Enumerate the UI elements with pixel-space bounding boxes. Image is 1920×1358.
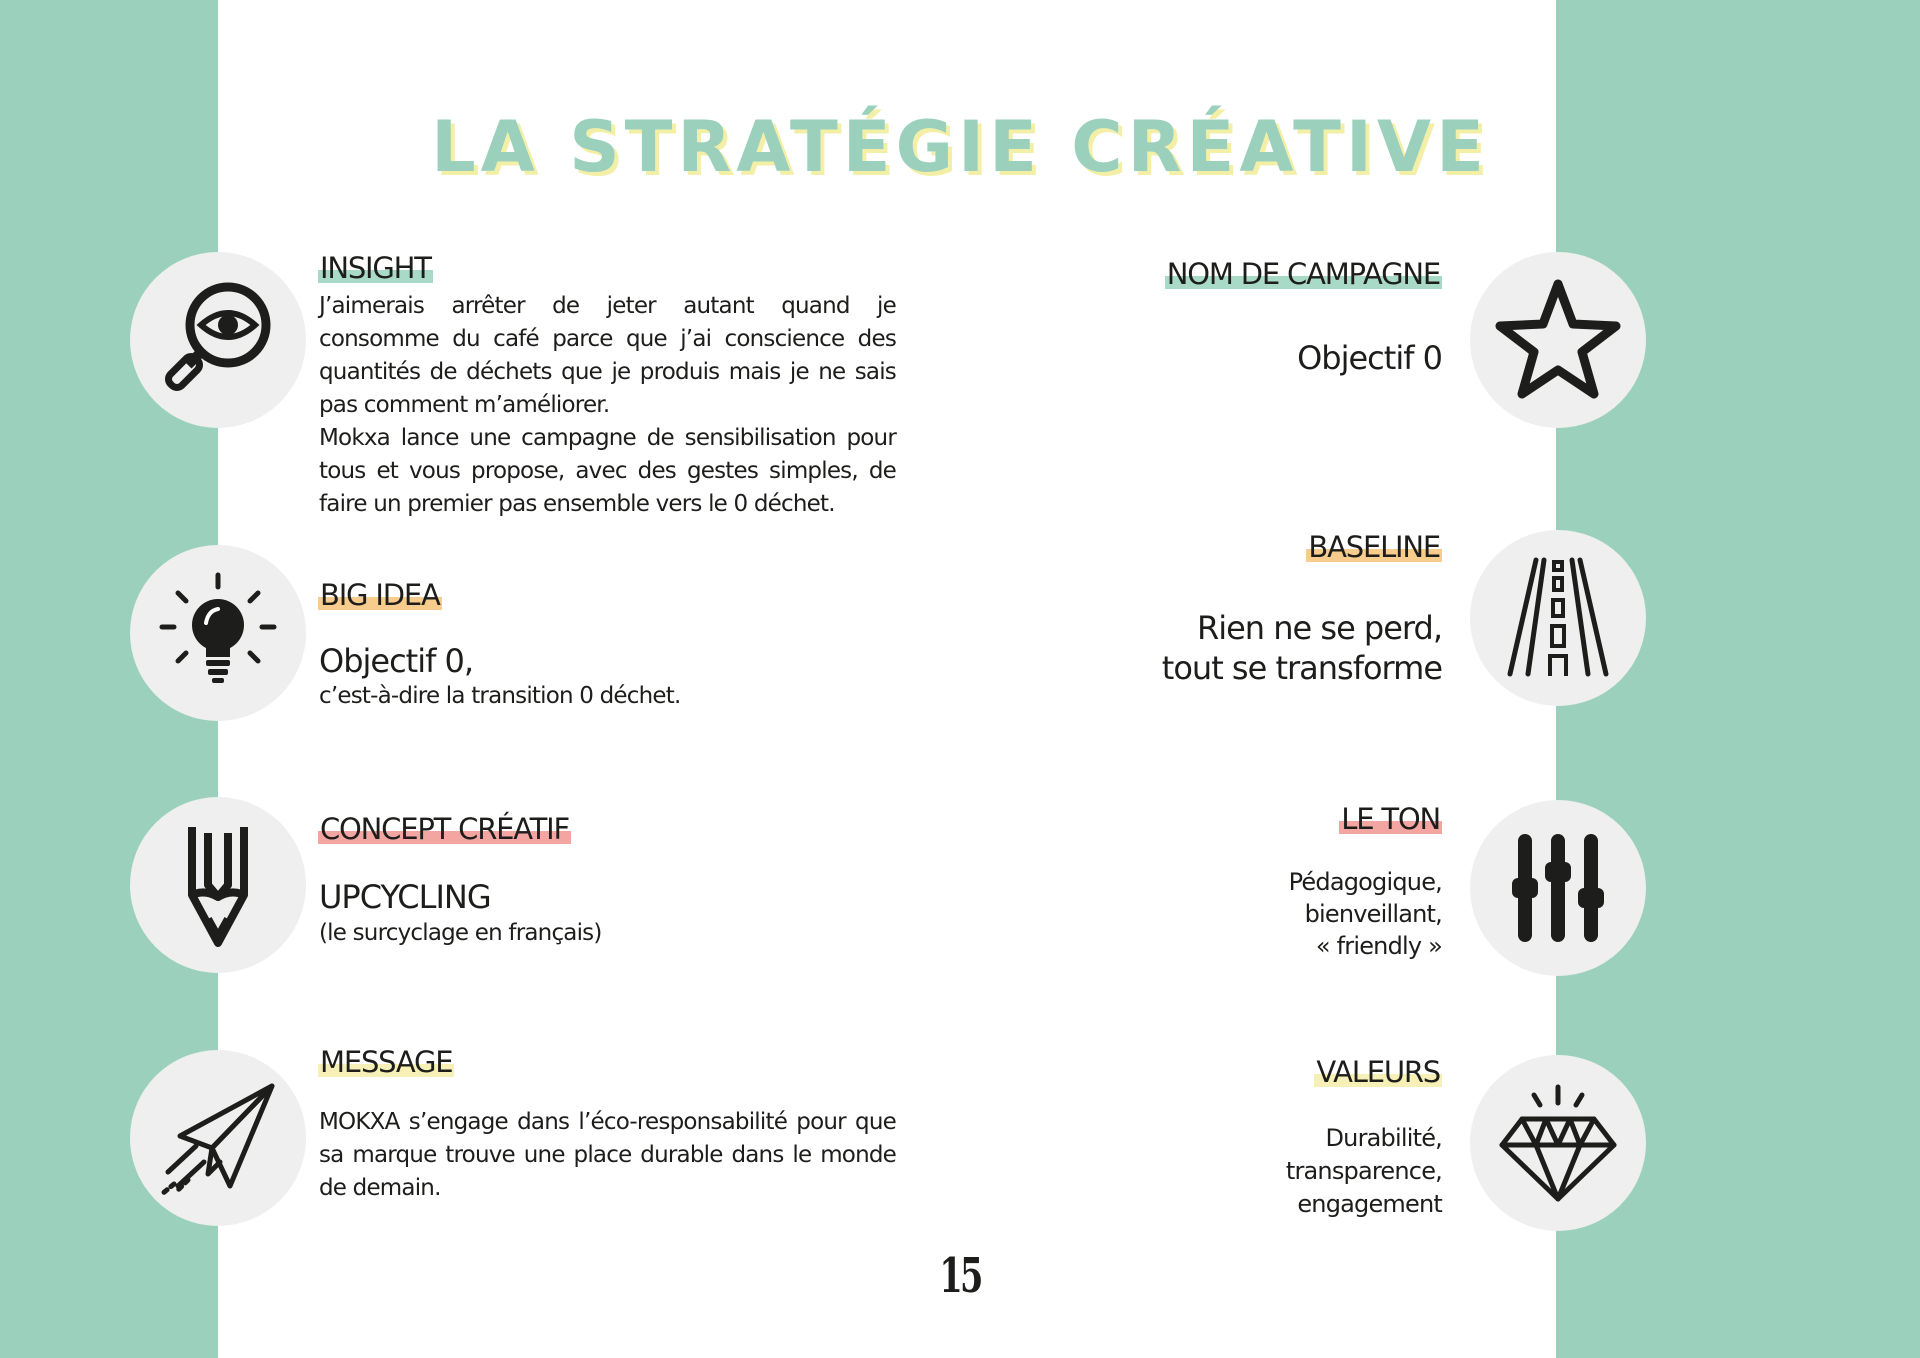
ton-line-2: bienveillant, [1304,900,1442,928]
insight-paragraph-2: Mokxa lance une campagne de sensibilisation pour tous et vous propose, avec des gestes simples, de faire un premier pas ensemble vers le 0 déchet. [319,425,896,517]
baseline-title: BASELINE [1308,530,1440,564]
concept-title: CONCEPT CRÉATIF [320,812,570,846]
insight-paragraph-1: J’aimerais arrêter de jeter autant quand je consomme du café parce que j’ai conscience des quantités de déchets que je produis mais je ne sais pas comment m’améliorer. [319,293,896,418]
message-icon-circle [130,1050,306,1226]
insight-text [319,290,896,521]
ton-line-1: Pédagogique, [1288,868,1442,896]
lightbulb-icon [148,563,288,703]
valeurs-line-1: Durabilité, [1325,1124,1442,1152]
baseline-icon-circle [1470,530,1646,706]
campagne-title: NOM DE CAMPAGNE [1166,257,1440,291]
magnifier-eye-icon [148,270,288,410]
valeurs-icon-circle [1470,1055,1646,1231]
paper-plane-icon [148,1068,288,1208]
valeurs-title: VALEURS [1316,1055,1440,1089]
message-title: MESSAGE [320,1045,453,1079]
star-icon [1488,270,1628,410]
road-icon [1488,548,1628,688]
ton-line-3: « friendly » [1315,932,1442,960]
concept-icon-circle [130,797,306,973]
pencil-icon [148,815,288,955]
insight-title: INSIGHT [320,251,431,285]
baseline-line-2: tout se transforme [1161,649,1442,687]
campagne-text: Objectif 0 [1297,339,1442,377]
message-text: MOKXA s’engage dans l’éco-responsabilité pour que sa marque trouve une place durable dans le monde de demain. [319,1109,896,1201]
big-idea-main: Objectif 0, [319,642,474,680]
page-title: LA STRATÉGIE CRÉATIVE [431,106,1489,188]
big-idea-title: BIG IDEA [320,578,440,612]
campagne-icon-circle [1470,252,1646,428]
insight-icon-circle [130,252,306,428]
big-idea-icon-circle [130,545,306,721]
valeurs-line-2: transparence, [1285,1157,1442,1185]
big-idea-sub: c’est-à-dire la transition 0 déchet. [319,683,681,709]
diamond-icon [1488,1073,1628,1213]
sliders-icon [1488,818,1628,958]
page-number: 15 [939,1248,981,1304]
ton-icon-circle [1470,800,1646,976]
valeurs-line-3: engagement [1297,1190,1442,1218]
concept-main: UPCYCLING [319,878,491,916]
concept-sub: (le surcyclage en français) [319,920,602,946]
ton-title: LE TON [1341,802,1440,836]
baseline-line-1: Rien ne se perd, [1196,609,1442,647]
